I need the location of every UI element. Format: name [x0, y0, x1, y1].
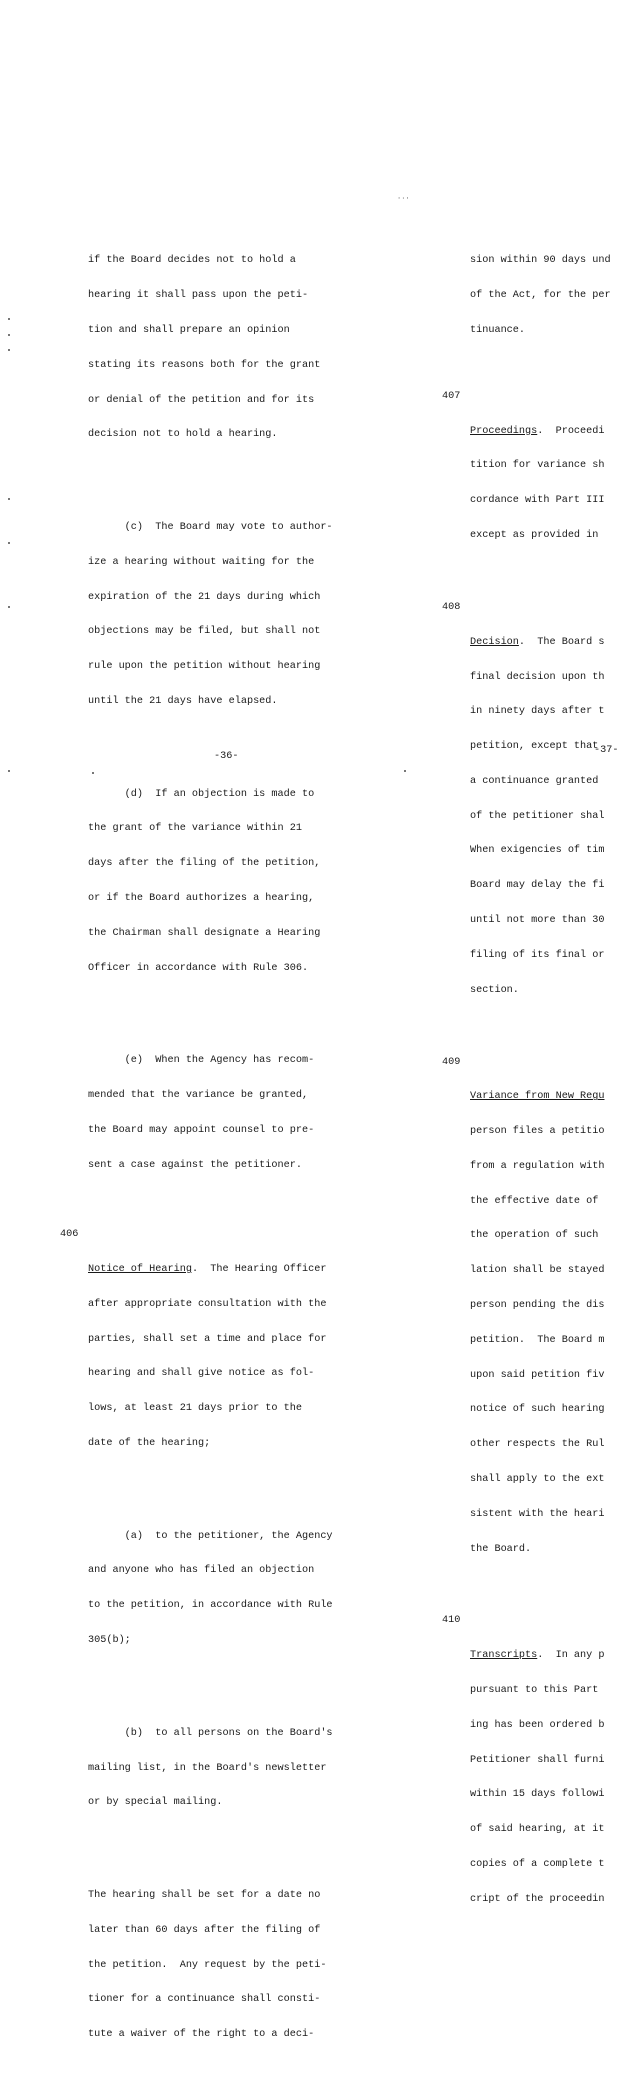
section-410: 410 Transcripts. In any p pursuant to this Part ing has been ordered b Petitioner shall furni within 15 days followi of said hearing, at it copies of a complete t cript of the proceedin [442, 1615, 605, 1905]
section-heading: Transcripts [470, 1650, 538, 1662]
paragraph-a: (a) to the petitioner, the Agency and anyone who has filed an objection to the petition, in accordance with Rule 305(b); [88, 1530, 333, 1647]
section-number: 410 [442, 1615, 461, 1627]
page-number-right: -37- [594, 745, 619, 756]
paragraph-hearing-date: The hearing shall be set for a date no later than 60 days after the filing of the petition. Any request by the peti- tioner for a continuance shall consti- tute a waiver of the right to a deci- [88, 1890, 327, 2041]
section-heading: Variance from New Regu [470, 1091, 605, 1103]
scan-speck [8, 318, 10, 320]
paragraph-c: (c) The Board may vote to author- ize a hearing without waiting for the expiration of the 21 days during which objections may be filed, but shall not rule upon the petition without hearing until the 21 days have elapsed. [88, 522, 333, 707]
scan-speck [8, 770, 10, 772]
scan-speck [8, 542, 10, 544]
paragraph-intro: if the Board decides not to hold a hearing it shall pass upon the peti- tion and shall prepare an opinion stating its reasons both for the grant or denial of the petition and for its decision not to hold a hearing. [88, 255, 321, 441]
scan-speck-mark: ·∙· [397, 195, 410, 203]
section-heading: Notice of Hearing [88, 1264, 192, 1276]
paragraph-d: (d) If an objection is made to the grant of the variance within 21 days after the filing of the petition, or if the Board authorizes a hearing, the Chairman shall designate a Hearing Officer in accordance with Rule 306. [88, 788, 321, 974]
section-408: 408 Decision. The Board s final decision upon th in ninety days after t petition, except that a continuance granted of the petitioner shal When exigencies of tim Board may delay the fi until not more than 30 filing of its final or section. [442, 602, 605, 996]
paragraph-continued: sion within 90 days und of the Act, for the per tinuance. [470, 255, 611, 336]
section-heading: Decision [470, 636, 519, 648]
scan-speck [8, 334, 10, 336]
scan-speck [404, 770, 406, 772]
section-number: 406 [60, 1229, 79, 1241]
section-heading: Proceedings [470, 425, 538, 437]
section-406: 406 Notice of Hearing. The Hearing Officer after appropriate consultation with the parties, shall set a time and place for hearing and shall give notice as fol- lows, at least 21 days prior to the date of the hearing; [60, 1229, 327, 1449]
section-number: 409 [442, 1056, 461, 1068]
section-409: 409 Variance from New Regu person files a petitio from a regulation with the effective date of the operation of such lation shall be stayed person pending the dis petition. The Board m upon said petition fiv notice of such hearing other respects the Rul shall apply to the ext sistent with the heari the Board. [442, 1056, 605, 1555]
scan-speck [8, 606, 10, 608]
page-number-left: -36- [214, 751, 239, 762]
left-column [60, 209, 378, 2087]
section-number: 407 [442, 390, 461, 402]
scan-speck [8, 349, 10, 351]
paragraph-e: (e) When the Agency has recom- mended that the variance be granted, the Board may appoint counsel to pre- sent a case against the petitioner. [88, 1055, 315, 1171]
section-number: 408 [442, 602, 461, 613]
paragraph-b: (b) to all persons on the Board's mailing list, in the Board's newsletter or by special mailing. [88, 1727, 333, 1809]
right-column [442, 209, 630, 1952]
section-407: 407 Proceedings. Proceedi tition for variance sh cordance with Part III except as provided in [442, 390, 605, 542]
scan-speck [8, 498, 10, 500]
